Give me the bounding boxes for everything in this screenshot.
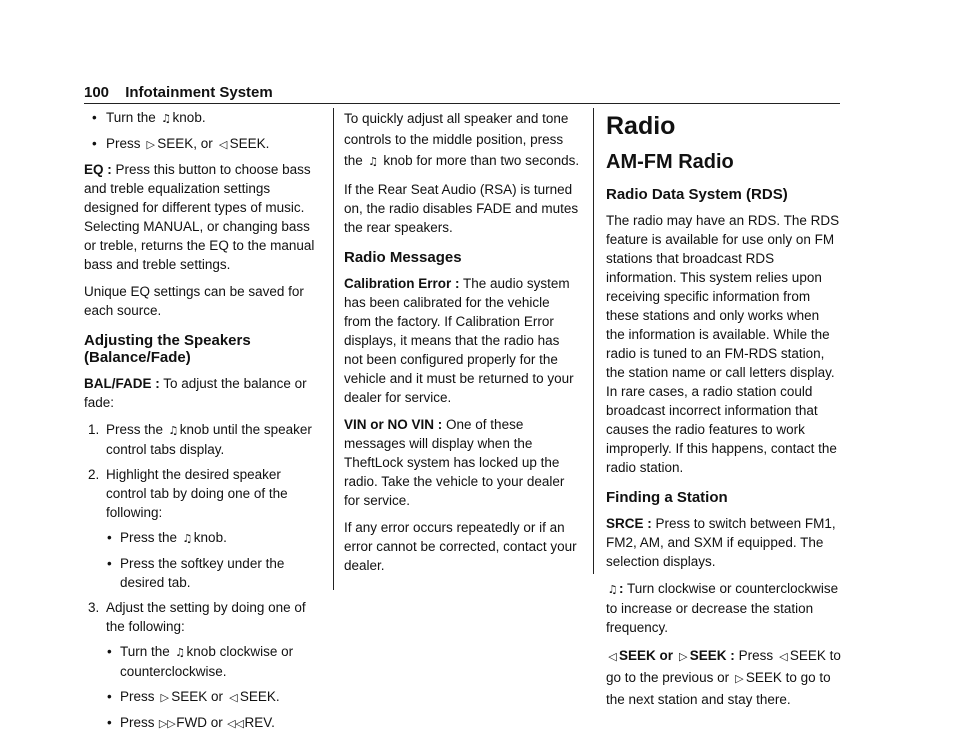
balfade-steps bbox=[84, 420, 324, 733]
eq-label: EQ : bbox=[84, 162, 112, 177]
step-3: 3. Adjust the setting by doing one of the following: • Turn the ♫ knob clockwise or counterclockwise. • Press ▷ SEEK or ◁ SEEK. • Press ▷▷FWD or ◁◁REV. bbox=[84, 598, 324, 733]
rds-paragraph: The radio may have an RDS. The RDS feature is available for use only on FM stations that broadcast RDS information. This system relies upon receiving specific information from these stations and only works when the information is available. While the radio is tuned to an FM-RDS station, the station name or call letters display. In rare cases, a radio station could broadcast incorrect information that causes the radio features to work improperly. If this happens, contact the radio station. bbox=[606, 213, 840, 475]
seek-forward-icon: ▷ bbox=[679, 650, 688, 663]
step-1: 1. Press the ♫ knob until the speaker control tabs display. bbox=[88, 422, 312, 457]
heading-radio: Radio bbox=[606, 112, 676, 140]
section-title: Infotainment System bbox=[125, 84, 273, 101]
calibration-label: Calibration Error : bbox=[344, 276, 460, 291]
seek-back-icon: ◁ bbox=[608, 650, 617, 663]
list-item: • Press ▷ SEEK, or ◁ SEEK. bbox=[84, 134, 324, 154]
list-item: • Turn the ♫ knob. bbox=[84, 108, 324, 128]
list-item: • Press ▷▷FWD or ◁◁REV. bbox=[106, 713, 324, 733]
srce-label: SRCE : bbox=[606, 516, 652, 531]
intro-bullet-list bbox=[84, 108, 324, 154]
column-divider bbox=[333, 108, 334, 590]
rewind-icon: ◁◁ bbox=[227, 717, 244, 730]
page-number: 100 bbox=[84, 84, 110, 101]
column-divider bbox=[593, 108, 594, 574]
knob-paragraph: ♫ : Turn clockwise or counterclockwise to increase or decrease the station frequency. bbox=[606, 581, 839, 635]
music-note-icon: ♫ bbox=[182, 532, 193, 545]
seek-back-icon: ◁ bbox=[229, 691, 238, 704]
srce-paragraph: SRCE : Press to switch between FM1, FM2, AM, and SXM if equipped. The selection displays. bbox=[606, 516, 836, 569]
calibration-paragraph: Calibration Error : The audio system has been calibrated for the vehicle from the factory. If Calibration Error displays, it means that the radio has not been configured properly for the vehicle and it must be returned to your dealer for service. bbox=[344, 276, 574, 405]
heading-radio-messages: Radio Messages bbox=[344, 249, 462, 266]
balfade-paragraph: BAL/FADE : To adjust the balance or fade: bbox=[84, 376, 307, 410]
column-3 bbox=[606, 108, 841, 718]
vin-label: VIN or NO VIN : bbox=[344, 417, 443, 432]
column-2 bbox=[344, 108, 580, 583]
eq-paragraph: EQ : Press this button to choose bass and treble equalization settings designed for different types of music. Selecting MANUAL, or changing bass or treble, returns the EQ to the manual bass and treble settings. bbox=[84, 162, 315, 272]
music-note-icon: ♫ bbox=[175, 646, 185, 659]
column-1 bbox=[84, 108, 324, 739]
list-item: • Press ▷ SEEK or ◁ SEEK. bbox=[106, 687, 324, 707]
heading-rds: Radio Data System (RDS) bbox=[606, 186, 788, 203]
list-item: • Turn the ♫ knob clockwise or counterclockwise. bbox=[106, 642, 324, 681]
music-note-icon: ♫ bbox=[607, 583, 618, 596]
rsa-paragraph: If the Rear Seat Audio (RSA) is turned on, the radio disables FADE and mutes the rear speakers. bbox=[344, 182, 579, 235]
page-header bbox=[84, 84, 273, 101]
balfade-label: BAL/FADE : bbox=[84, 376, 160, 391]
header-rule bbox=[84, 103, 840, 104]
heading-finding-station: Finding a Station bbox=[606, 489, 728, 506]
step-2: 2. Highlight the desired speaker control tab by doing one of the following: • Press the ♫ knob. • Press the softkey under the desired tab. bbox=[84, 465, 324, 592]
list-item: • Press the softkey under the desired tab. bbox=[106, 554, 324, 592]
seek-forward-icon: ▷ bbox=[146, 138, 156, 151]
fast-forward-icon: ▷▷ bbox=[158, 717, 176, 730]
seek-forward-icon: ▷ bbox=[160, 691, 170, 704]
seek-forward-icon: ▷ bbox=[735, 672, 744, 685]
error-paragraph: If any error occurs repeatedly or if an error cannot be corrected, contact your dealer. bbox=[344, 520, 577, 573]
list-item: • Press the ♫ knob. bbox=[106, 528, 324, 548]
music-note-icon: ♫ bbox=[168, 424, 179, 437]
seek-back-icon: ◁ bbox=[218, 138, 228, 151]
heading-am-fm-radio: AM-FM Radio bbox=[606, 151, 734, 173]
seek-paragraph: ◁ SEEK or ▷ SEEK : Press ◁ SEEK to go to the previous or ▷ SEEK to go to the next station and stay there. bbox=[606, 648, 841, 707]
unique-eq-paragraph: Unique EQ settings can be saved for each source. bbox=[84, 284, 304, 318]
music-note-icon: ♫ bbox=[161, 112, 171, 125]
heading-balance-fade: Adjusting the Speakers (Balance/Fade) bbox=[84, 332, 251, 366]
music-note-icon: ♫ bbox=[368, 155, 378, 168]
quick-adjust-paragraph: To quickly adjust all speaker and tone controls to the middle position, press the ♫ knob for more than two seconds. bbox=[344, 108, 580, 172]
vin-paragraph: VIN or NO VIN : One of these messages will display when the TheftLock system has locked up the radio. Take the vehicle to your dealer for service. bbox=[344, 417, 565, 508]
seek-back-icon: ◁ bbox=[779, 650, 788, 663]
